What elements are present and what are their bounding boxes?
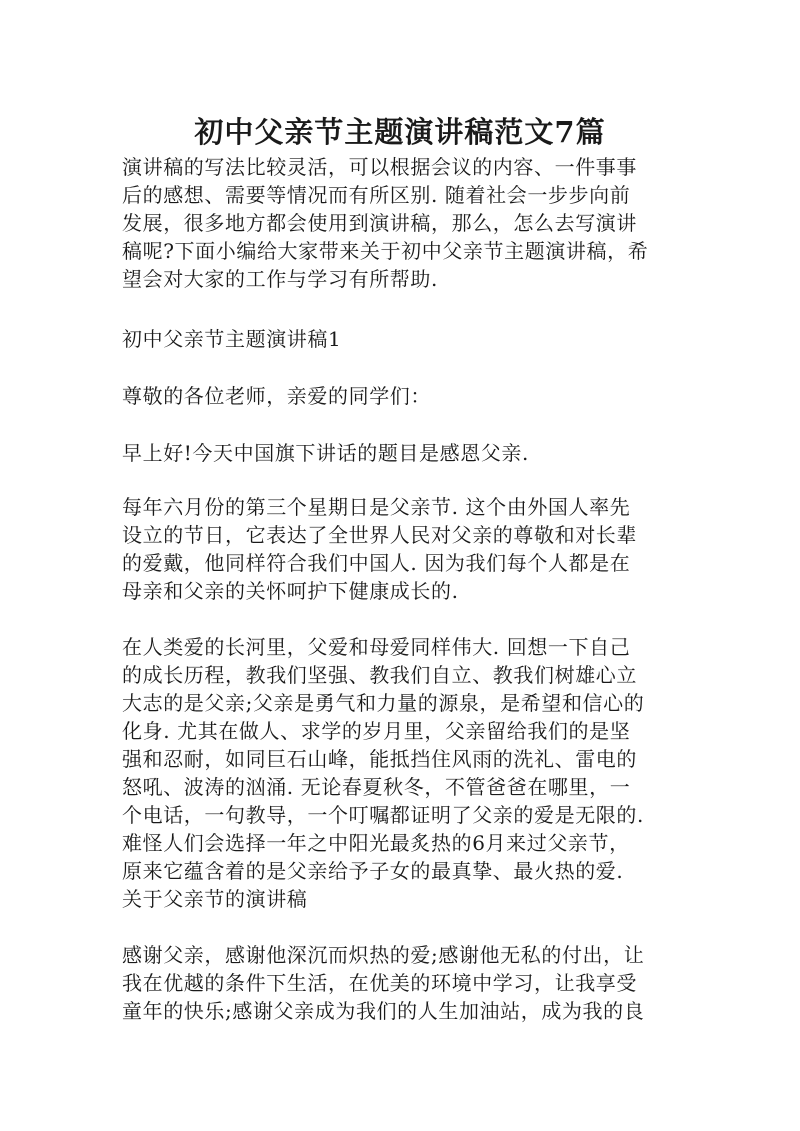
document-title: 初中父亲节主题演讲稿范文7篇 xyxy=(194,115,606,149)
text-line: 的成长历程，教我们坚强、教我们自立、教我们树雄心立 xyxy=(122,663,637,687)
text-line: 在人类爱的长河里，父爱和母爱同样伟大. 回想一下自己 xyxy=(122,635,631,659)
text-line: 化身. 尤其在做人、求学的岁月里，父亲留给我们的是坚 xyxy=(122,719,631,743)
text-line: 尊敬的各位老师，亲爱的同学们： xyxy=(122,384,431,408)
text-line: 稿呢?下面小编给大家带来关于初中父亲节主题演讲稿，希 xyxy=(122,239,649,263)
text-line: 关于父亲节的演讲稿 xyxy=(122,887,308,911)
text-line: 母亲和父亲的关怀呵护下健康成长的. xyxy=(122,579,459,603)
text-line: 设立的节日，它表达了全世界人民对父亲的尊敬和对长辈 xyxy=(122,523,637,547)
text-line: 原来它蕴含着的是父亲给予子女的最真挚、最火热的爱. xyxy=(122,859,624,883)
text-line: 难怪人们会选择一年之中阳光最炙热的6月来过父亲节， xyxy=(122,831,630,855)
text-line: 发展，很多地方都会使用到演讲稿，那么，怎么去写演讲 xyxy=(122,211,637,235)
text-line: 演讲稿的写法比较灵活，可以根据会议的内容、一件事事 xyxy=(122,155,637,179)
text-line: 大志的是父亲;父亲是勇气和力量的源泉，是希望和信心的 xyxy=(122,691,645,715)
text-line: 怒吼、波涛的汹涌. 无论春夏秋冬，不管爸爸在哪里，一 xyxy=(122,775,631,799)
text-line: 童年的快乐;感谢父亲成为我们的人生加油站，成为我的良 xyxy=(122,999,645,1023)
text-line: 个电话，一句教导，一个叮嘱都证明了父亲的爱是无限的. xyxy=(122,803,644,827)
text-line: 早上好!今天中国旗下讲话的题目是感恩父亲. xyxy=(122,441,529,465)
text-line: 后的感想、需要等情况而有所区别. 随着社会一步步向前 xyxy=(122,183,631,207)
text-line: 的爱戴，他同样符合我们中国人. 因为我们每个人都是在 xyxy=(122,551,631,575)
text-line: 强和忍耐，如同巨石山峰，能抵挡住风雨的洗礼、雷电的 xyxy=(122,747,637,771)
text-line: 每年六月份的第三个星期日是父亲节. 这个由外国人率先 xyxy=(122,495,631,519)
text-line: 我在优越的条件下生活，在优美的环境中学习，让我享受 xyxy=(122,971,637,995)
text-line: 感谢父亲，感谢他深沉而炽热的爱;感谢他无私的付出，让 xyxy=(122,943,645,967)
text-line: 望会对大家的工作与学习有所帮助. xyxy=(122,267,438,291)
section-heading: 初中父亲节主题演讲稿1 xyxy=(122,327,342,351)
